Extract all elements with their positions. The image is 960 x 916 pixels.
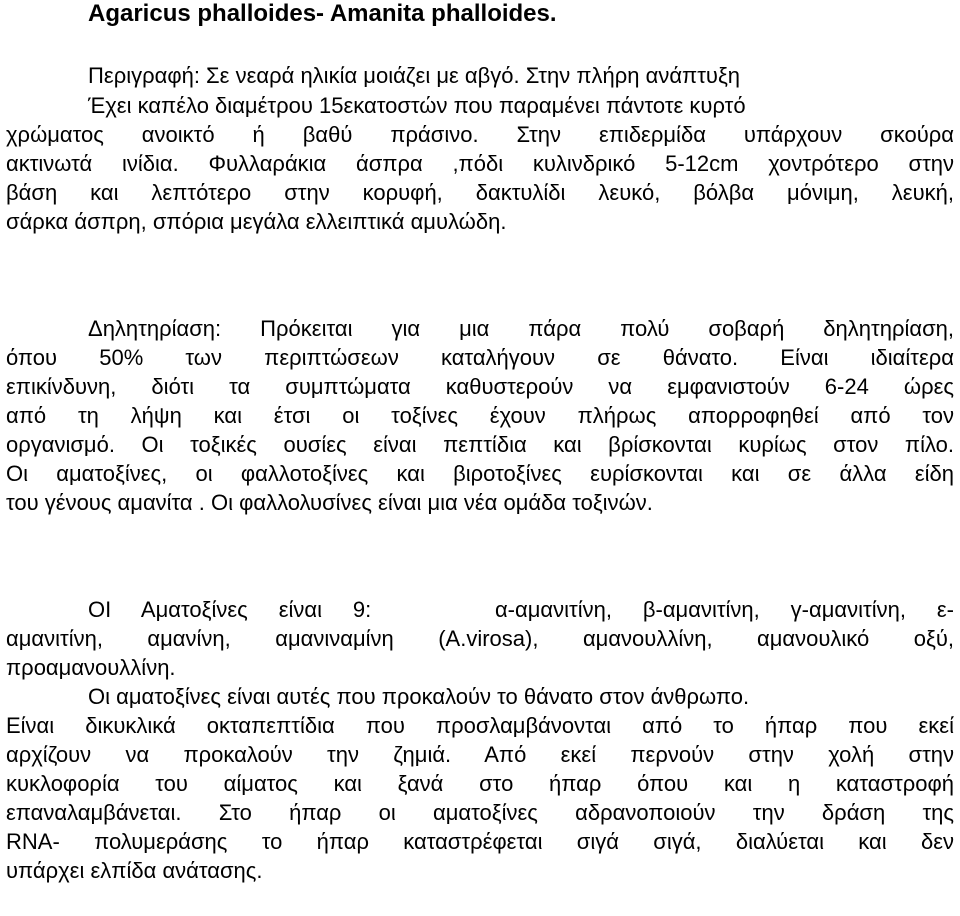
poisoning-line-3: επικίνδυνη, διότι τα συμπτώματα καθυστερούν να εμφανιστούν 6-24 ώρες: [6, 374, 954, 399]
description-line-1: Περιγραφή: Σε νεαρά ηλικία μοιάζει με αβγό. Στην πλήρη ανάπτυξη: [88, 63, 741, 88]
description-line-3: χρώματος ανοικτό ή βαθύ πράσινο. Στην επιδερμίδα υπάρχουν σκούρα: [6, 122, 954, 147]
poisoning-line-7: του γένους αμανίτα . Οι φαλλολυσίνες είναι μια νέα ομάδα τοξινών.: [6, 490, 653, 515]
poisoning-line-6: Οι αματοξίνες, οι φαλλοτοξίνες και βιροτοξίνες ευρίσκονται και σε άλλα είδη: [6, 461, 954, 486]
description-line-6: σάρκα άσπρη, σπόρια μεγάλα ελλειπτικά αμυλώδη.: [6, 209, 507, 234]
description-line-4: ακτινωτά ινίδια. Φυλλαράκια άσπρα ,πόδι κυλινδρικό 5-12cm χοντρότερο στην: [6, 151, 954, 176]
amatoxins-line-10: υπάρχει ελπίδα ανάτασης.: [6, 858, 263, 883]
amatoxins-line-2: αμανιτίνη, αμανίνη, αμανιναμίνη (A.virosa), αμανουλλίνη, αμανουλικό οξύ,: [6, 626, 954, 651]
amatoxins-line-7: κυκλοφορία του αίματος και ξανά στο ήπαρ όπου και η καταστροφή: [6, 771, 954, 796]
poisoning-line-4: από τη λήψη και έτσι οι τοξίνες έχουν πλήρως απορροφηθεί από τον: [6, 403, 954, 428]
amatoxins-line-4: Οι αματοξίνες είναι αυτές που προκαλούν το θάνατο στον άνθρωπο.: [88, 684, 750, 709]
amatoxins-line-8: επαναλαμβάνεται. Στο ήπαρ οι αματοξίνες αδρανοποιούν την δράση της: [6, 800, 954, 825]
document-title: Agaricus phalloides- Amanita phalloides.: [88, 0, 557, 27]
amatoxins-line-9: RNA- πολυμεράσης το ήπαρ καταστρέφεται σιγά σιγά, διαλύεται και δεν: [6, 829, 954, 854]
poisoning-line-1: Δηλητηρίαση: Πρόκειται για μια πάρα πολύ σοβαρή δηλητηρίαση,: [88, 316, 954, 341]
amatoxins-line-5: Είναι δικυκλικά οκταπεπτίδια που προσλαμβάνονται από το ήπαρ που εκεί: [6, 713, 954, 738]
description-line-2: Έχει καπέλο διαμέτρου 15εκατοστών που παραμένει πάντοτε κυρτό: [88, 93, 746, 118]
amatoxins-line-3: προαμανουλλίνη.: [6, 655, 176, 680]
description-line-5: βάση και λεπτότερο στην κορυφή, δακτυλίδι λευκό, βόλβα μόνιμη, λευκή,: [6, 180, 954, 205]
amatoxins-line-6: αρχίζουν να προκαλούν την ζημιά. Από εκεί περνούν στην χολή στην: [6, 742, 954, 767]
amatoxins-line-1: ΟΙ Αματοξίνες είναι 9: α-αμανιτίνη, β-αμανιτίνη, γ-αμανιτίνη, ε-: [88, 597, 954, 622]
poisoning-line-5: οργανισμό. Οι τοξικές ουσίες είναι πεπτίδια και βρίσκονται κυρίως στον πίλο.: [6, 432, 954, 457]
poisoning-line-2: όπου 50% των περιπτώσεων καταλήγουν σε θάνατο. Είναι ιδιαίτερα: [6, 345, 954, 370]
